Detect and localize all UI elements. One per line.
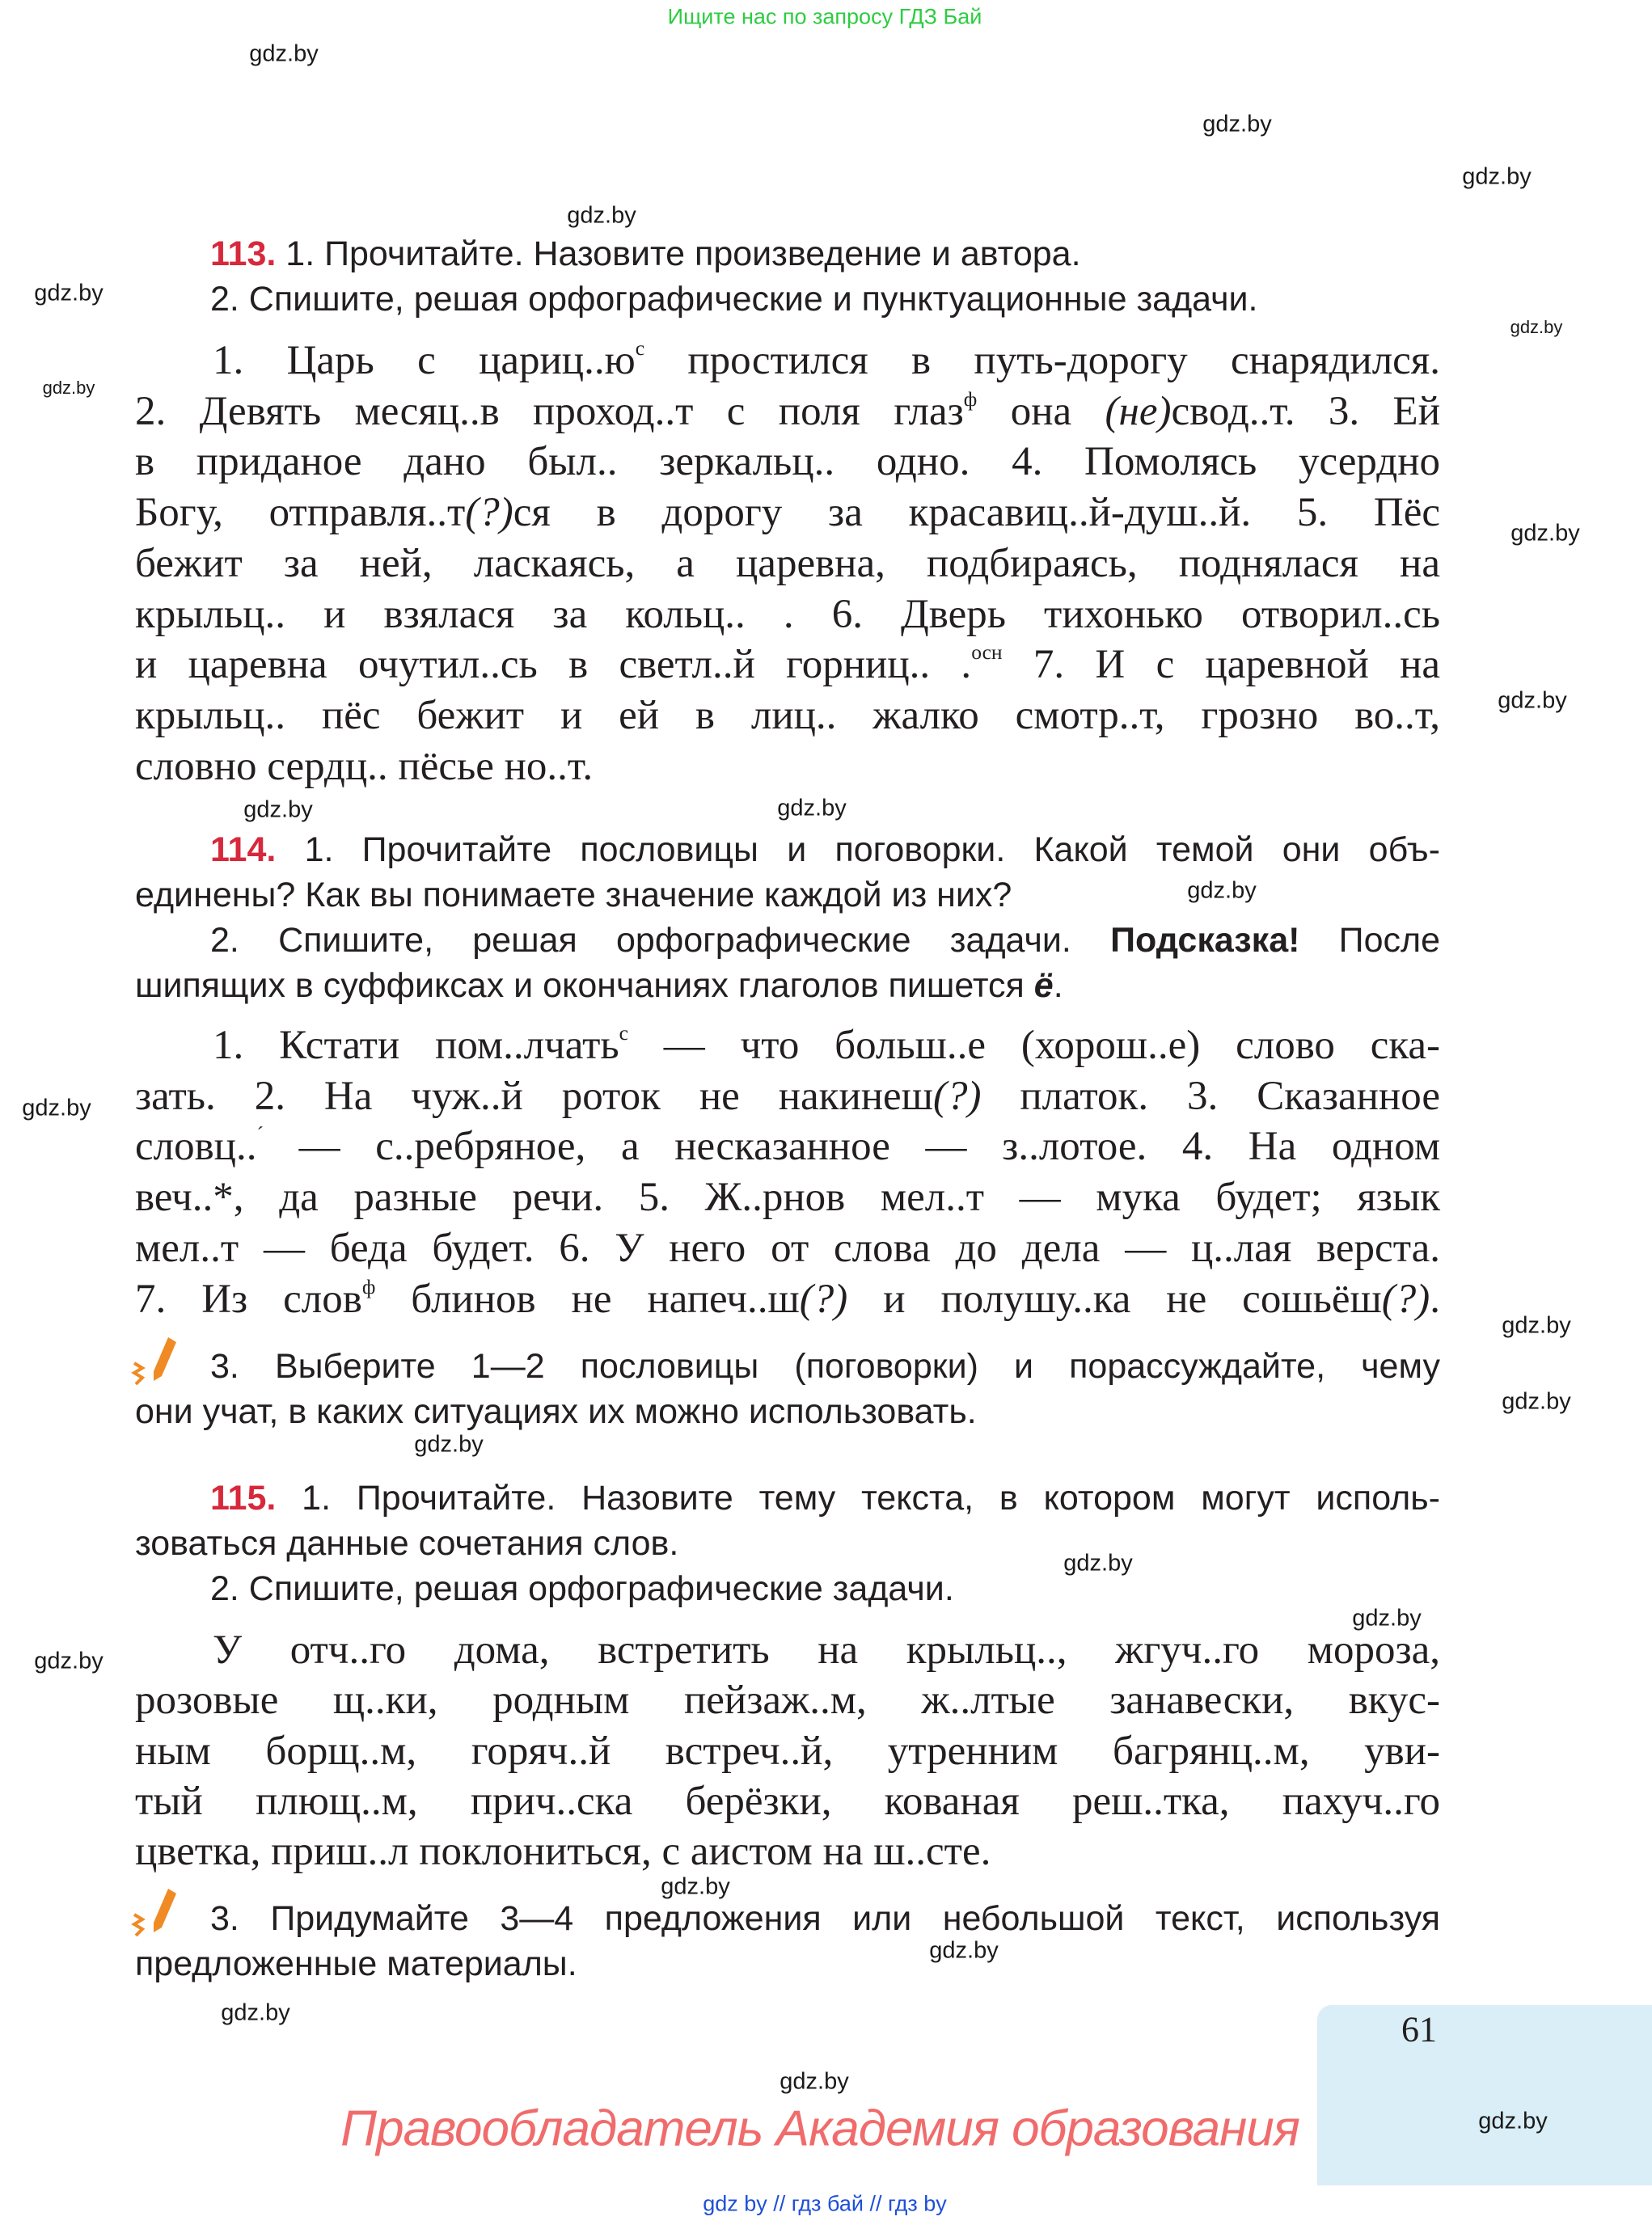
text-line	[135, 589, 1440, 640]
text-segment: 1. Прочитайте. Назовите произведение и автора.	[285, 234, 1081, 273]
text-line	[135, 1566, 1440, 1611]
watermark: gdz.by	[780, 2068, 849, 2095]
text-line	[135, 1071, 1440, 1122]
text-segment: платок. 3. Сказанное	[981, 1073, 1440, 1119]
italic-hint: (?)	[799, 1276, 848, 1322]
text-line	[135, 1274, 1440, 1325]
superscript-mark: осн	[971, 640, 1003, 665]
text-segment: и полушу..ка не сошьёш	[847, 1276, 1382, 1322]
watermark: gdz.by	[414, 1431, 484, 1458]
text-segment: они учат, в каких ситуациях их можно использовать.	[135, 1392, 977, 1431]
watermark: gdz.by	[243, 796, 313, 823]
text-segment: веч..*, да разные речи. 5. Ж..рнов мел..т — мука будет; язык	[135, 1175, 1440, 1221]
exercise-114-instructions	[135, 827, 1440, 1008]
text-segment: У отч..го дома, встретить на крыльц.., жгуч..го мороза,	[213, 1628, 1440, 1673]
text-segment: тый плющ..м, прич..ска берёзки, кованая реш..тка, пахуч..го	[135, 1778, 1440, 1824]
italic-hint: (?)	[465, 490, 513, 536]
exercise-number: 114.	[210, 830, 277, 869]
text-segment: 7. Из слов	[135, 1276, 362, 1322]
watermark: gdz.by	[1510, 317, 1563, 337]
text-segment: ся в дорогу за красавиц..й-душ..й. 5. Пёс	[513, 490, 1440, 536]
text-line	[135, 1020, 1440, 1071]
text-segment: — с..ребряное, а несказанное — з..лотое. 4. На одном	[263, 1124, 1440, 1170]
superscript-mark: с	[619, 1021, 628, 1045]
watermark: gdz.by	[249, 40, 319, 67]
text-line	[135, 277, 1440, 322]
superscript-mark: ф	[963, 386, 978, 411]
exercise-number: 113.	[210, 234, 277, 273]
text-segment: мел..т — беда будет. 6. У него от слова до дела — ц..лая верста.	[135, 1225, 1440, 1271]
watermark: gdz.by	[1352, 1605, 1422, 1632]
text-segment: 1. Прочитайте. Назовите тему текста, в котором могут исполь-	[302, 1479, 1440, 1518]
text-segment: После	[1299, 921, 1440, 960]
text-segment: зоваться данные сочетания слов.	[135, 1524, 679, 1563]
text-segment: цветка, приш..л поклониться, с аистом на ш..сте.	[135, 1829, 991, 1875]
text-line	[135, 1776, 1440, 1826]
watermark: gdz.by	[1478, 2108, 1548, 2134]
page-number-tab	[1317, 2005, 1652, 2185]
text-line	[135, 741, 1440, 792]
text-line	[135, 1896, 1440, 1941]
text-segment: крыльц.. пёс бежит и ей в лиц.. жалко смотр..т, грозно во..т,	[135, 692, 1440, 738]
text-segment: зать. 2. На чуж..й роток не накинеш	[135, 1073, 933, 1119]
watermark: gdz.by	[929, 1937, 999, 1964]
text-line	[135, 1121, 1440, 1172]
exercise-114-text	[135, 1020, 1440, 1324]
superscript-mark: ф	[361, 1274, 376, 1298]
search-hint-banner: Ищите нас по запросу ГДЗ Бай	[667, 4, 982, 29]
text-segment: 1. Прочитайте пословицы и поговорки. Какой темой они объ-	[304, 830, 1440, 869]
text-line	[135, 690, 1440, 741]
watermark: gdz.by	[777, 795, 847, 821]
copyright-notice: Правообладатель Академия образования	[340, 2100, 1299, 2157]
text-line	[135, 1476, 1440, 1521]
italic-hint: (не)	[1105, 388, 1172, 434]
exercise-113-text	[135, 336, 1440, 792]
bold-text: Подсказка!	[1110, 921, 1300, 960]
watermark: gdz.by	[1502, 1312, 1571, 1339]
text-segment: 2. Спишите, решая орфографические задачи.	[210, 921, 1111, 960]
text-segment: простился в путь-дорогу снарядился.	[644, 338, 1441, 383]
text-segment: единены? Как вы понимаете значение каждой из них?	[135, 876, 1012, 914]
text-line	[135, 1172, 1440, 1223]
text-line	[135, 437, 1440, 488]
text-segment: 2. Спишите, решая орфографические и пунктуационные задачи.	[210, 280, 1258, 319]
text-segment: бежит за ней, ласкаясь, а царевна, подбираясь, поднялася на	[135, 540, 1440, 586]
text-segment: 3. Выберите 1—2 пословицы (поговорки) и порассуждайте, чему	[210, 1347, 1440, 1386]
watermark: gdz.by	[34, 1648, 104, 1674]
text-segment: шипящих в суффиксах и окончаниях глаголов пишется	[135, 966, 1034, 1005]
text-segment: ным борщ..м, горяч..й встреч..й, утренним багрянц..м, уви-	[135, 1728, 1440, 1774]
text-segment: 2. Девять месяц..в проход..т с поля глаз	[135, 388, 964, 434]
text-segment: Богу, отправля..т	[135, 490, 466, 536]
text-line	[135, 336, 1440, 386]
text-line	[135, 1389, 1440, 1434]
text-segment: и царевна очутил..сь в светл..й горниц.. .	[135, 642, 972, 688]
watermark: gdz.by	[42, 378, 95, 398]
exercise-115-task-3	[135, 1896, 1440, 1986]
text-line	[135, 1826, 1440, 1877]
text-line	[135, 640, 1440, 690]
text-line	[135, 1223, 1440, 1274]
text-line	[135, 488, 1440, 538]
text-line	[135, 1521, 1440, 1566]
text-segment: .	[1053, 966, 1063, 1005]
text-line	[135, 538, 1440, 589]
exercise-115-instructions	[135, 1476, 1440, 1611]
watermark: gdz.by	[1187, 877, 1257, 904]
text-segment: 3. Придумайте 3—4 предложения или небольшой текст, используя	[210, 1899, 1440, 1938]
text-segment: розовые щ..ки, родным пейзаж..м, ж..лтые занавески, вкус-	[135, 1678, 1440, 1724]
text-line	[135, 1625, 1440, 1675]
superscript-mark: ´	[256, 1122, 264, 1146]
text-segment: словно сердц.. пёсье но..т.	[135, 743, 594, 789]
text-line	[135, 963, 1440, 1008]
text-line	[135, 1675, 1440, 1725]
text-segment: свод..т. 3. Ей	[1171, 388, 1440, 434]
watermark: gdz.by	[661, 1873, 730, 1900]
text-line	[135, 1941, 1440, 1986]
text-line	[135, 1344, 1440, 1389]
text-segment: предложенные материалы.	[135, 1944, 577, 1983]
pencil-icon	[129, 1884, 178, 1940]
italic-hint: (?)	[932, 1073, 982, 1119]
italic-hint: (?)	[1381, 1276, 1430, 1322]
text-line	[135, 1726, 1440, 1776]
text-segment: словц..	[135, 1124, 257, 1170]
text-line	[135, 231, 1440, 277]
page-number: 61	[1401, 2009, 1437, 2050]
text-segment: 7. И с царевной на	[1002, 642, 1440, 688]
watermark: gdz.by	[1498, 687, 1567, 714]
watermark: gdz.by	[567, 202, 636, 229]
watermark: gdz.by	[22, 1095, 91, 1121]
watermark: gdz.by	[1063, 1550, 1133, 1577]
watermark: gdz.by	[34, 280, 104, 306]
text-segment: — что больш..е (хорош..е) слово ска-	[627, 1023, 1440, 1068]
text-line	[135, 386, 1440, 437]
watermark: gdz.by	[1510, 520, 1580, 547]
footer-links[interactable]: gdz by // гдз бай // гдз by	[703, 2191, 947, 2216]
superscript-mark: с	[635, 336, 645, 361]
watermark: gdz.by	[1502, 1388, 1571, 1415]
exercise-114-task-3	[135, 1344, 1440, 1434]
watermark: gdz.by	[1462, 163, 1532, 190]
watermark: gdz.by	[1202, 111, 1272, 137]
text-segment: блинов не напеч..ш	[375, 1276, 800, 1322]
text-segment: 2. Спишите, решая орфографические задачи.	[210, 1569, 954, 1608]
bold-text: ё	[1033, 966, 1054, 1005]
text-segment: 1. Царь с цариц..ю	[213, 338, 636, 383]
exercise-113-instructions	[135, 231, 1440, 322]
text-segment: крыльц.. и взялася за кольц.. . 6. Дверь тихонько отворил..сь	[135, 591, 1440, 637]
text-segment: в приданое дано был.. зеркальц.. одно. 4. Помолясь усердно	[135, 439, 1440, 485]
pencil-icon	[129, 1332, 178, 1389]
text-line	[135, 827, 1440, 872]
text-segment: .	[1430, 1276, 1440, 1322]
text-segment: 1. Кстати пом..лчать	[213, 1023, 619, 1068]
text-segment: она	[977, 388, 1105, 434]
exercise-number: 115.	[210, 1479, 277, 1518]
exercise-115-text	[135, 1625, 1440, 1877]
text-line	[135, 918, 1440, 963]
watermark: gdz.by	[221, 1999, 290, 2026]
